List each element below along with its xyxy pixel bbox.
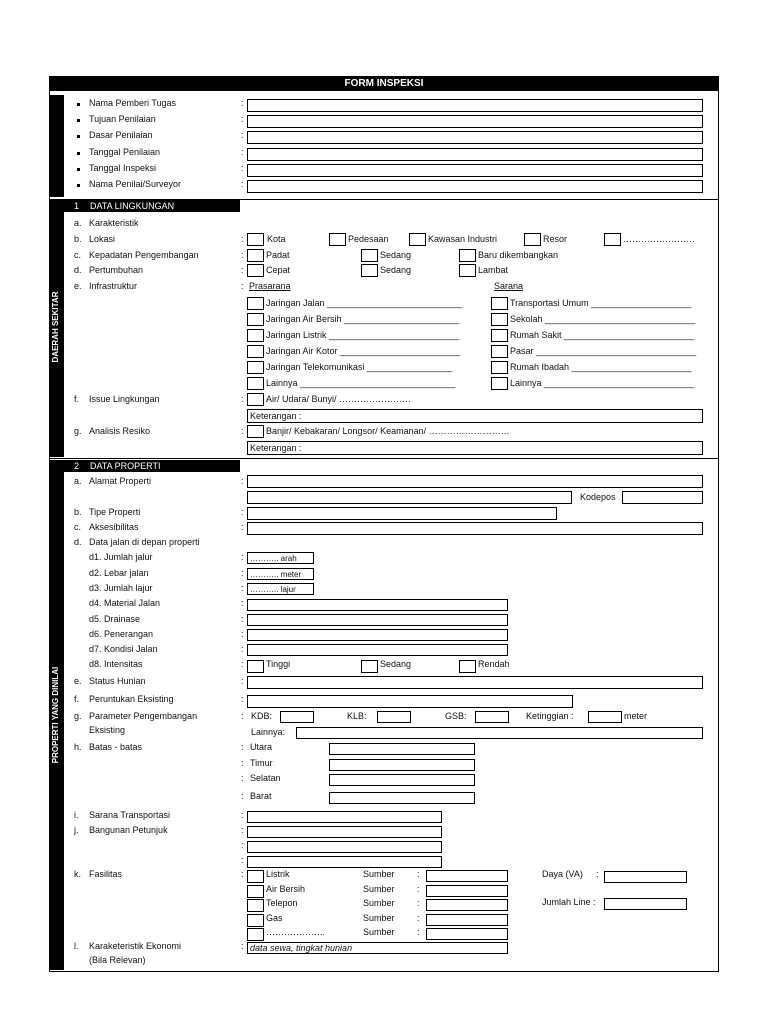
prasarana-checkbox[interactable]	[247, 329, 264, 342]
issue-options: Air/ Udara/ Bunyi/ ……………………	[266, 394, 412, 404]
kepadatan-padat-label: Padat	[266, 250, 290, 260]
s1-e-letter: e.	[74, 281, 82, 291]
colon: :	[241, 644, 244, 654]
colon: :	[241, 552, 244, 562]
bullet	[77, 184, 80, 187]
fasilitas-label: Listrik	[266, 869, 290, 879]
lokasi-resor-checkbox[interactable]	[524, 233, 541, 246]
sumber-field[interactable]	[426, 899, 508, 911]
fasilitas-label: ………………..	[266, 927, 326, 937]
s2-d-letter: d.	[74, 537, 82, 547]
bullet	[77, 103, 80, 106]
sarana-checkbox[interactable]	[491, 361, 508, 374]
s1-e-label: Infrastruktur	[89, 281, 138, 291]
aksesibilitas-field[interactable]	[247, 522, 703, 535]
kepadatan-padat-checkbox[interactable]	[247, 249, 264, 262]
s2-j-letter: j.	[74, 825, 79, 835]
s2-b-letter: b.	[74, 507, 82, 517]
s1-g-label: Analisis Resiko	[89, 426, 151, 436]
intensitas-sedang-label: Sedang	[380, 659, 412, 669]
colon: :	[241, 598, 244, 608]
lokasi-pedesaan-checkbox[interactable]	[329, 233, 346, 246]
pertumbuhan-sedang-checkbox[interactable]	[361, 264, 378, 277]
divider-2	[49, 458, 719, 459]
bangunan-petunjuk-field-1[interactable]	[247, 826, 442, 838]
prasarana-item: Jaringan Air Bersih _______________________	[266, 314, 460, 324]
ekonomi-field[interactable]	[247, 942, 508, 954]
d2-label: d2. Lebar jalan	[89, 568, 149, 578]
jumlah-line-field[interactable]	[604, 898, 687, 910]
jumlah-line-label: Jumlah Line :	[542, 897, 596, 907]
sarana-item: Pasar ________________________________	[510, 346, 697, 356]
daya-field[interactable]	[604, 871, 687, 883]
fasilitas-checkbox[interactable]	[247, 928, 264, 941]
d7-field[interactable]	[247, 644, 508, 656]
klb-label: KLB:	[347, 711, 367, 721]
intensitas-tinggi-label: Tinggi	[266, 659, 291, 669]
sarana-item: Transportasi Umum ____________________	[510, 298, 692, 308]
batas-field[interactable]	[329, 792, 475, 804]
form-title: FORM INSPEKSI	[49, 76, 719, 91]
colon: :	[241, 855, 244, 865]
sarana-item: Sekolah ______________________________	[510, 314, 696, 324]
issue-keterangan-field[interactable]	[247, 409, 703, 423]
s2-i-letter: i.	[74, 810, 79, 820]
d3-value: ……….. lajur	[250, 585, 296, 594]
pertumbuhan-lambat-label: Lambat	[478, 265, 509, 275]
sarana-transportasi-field[interactable]	[247, 811, 442, 823]
header-item-label: Tanggal Penilaian	[89, 146, 161, 157]
colon: :	[241, 825, 244, 835]
colon: :	[241, 522, 244, 532]
colon: :	[241, 162, 244, 173]
ketinggian-field[interactable]	[588, 711, 622, 723]
kodepos-field[interactable]	[622, 491, 703, 504]
daya-label: Daya (VA)	[542, 869, 583, 879]
sumber-label: Sumber	[363, 869, 395, 879]
colon: :	[241, 941, 244, 951]
d4-label: d4. Material Jalan	[89, 598, 161, 608]
lokasi-resor-label: Resor	[543, 234, 568, 244]
header-item-label: Tujuan Penilaian	[89, 114, 156, 125]
s1-b-letter: b.	[74, 234, 82, 244]
d5-label: d5. Drainase	[89, 614, 141, 624]
bullet	[77, 152, 80, 155]
bullet	[77, 135, 80, 138]
s1-d-letter: d.	[74, 265, 82, 275]
prasarana-item: Jaringan Listrik __________________________	[266, 330, 460, 340]
pertumbuhan-cepat-checkbox[interactable]	[247, 264, 264, 277]
lokasi-other-checkbox[interactable]	[604, 233, 621, 246]
d6-label: d6. Penerangan	[89, 629, 154, 639]
intensitas-sedang-checkbox[interactable]	[361, 660, 378, 673]
colon: :	[241, 130, 244, 141]
sumber-label: Sumber	[363, 927, 395, 937]
peruntukan-field[interactable]	[247, 695, 573, 708]
lokasi-kota-checkbox[interactable]	[247, 233, 264, 246]
section1-header	[64, 200, 240, 212]
colon: :	[241, 869, 244, 879]
colon: :	[241, 281, 244, 291]
s2-g-label2: Eksisting	[89, 725, 126, 735]
fasilitas-label: Air Bersih	[266, 883, 306, 894]
sarana-checkbox[interactable]	[491, 377, 508, 390]
s2-j-label: Bangunan Petunjuk	[89, 825, 168, 835]
kepadatan-sedang-label: Sedang	[380, 250, 412, 260]
lainnya-field[interactable]	[296, 727, 703, 739]
ekonomi-hint: data sewa, tingkat hunian	[250, 943, 353, 953]
colon: :	[241, 114, 244, 125]
header-item-label: Dasar Penilaian	[89, 130, 153, 141]
prasarana-item: Jaringan Jalan ___________________________	[266, 298, 463, 308]
side-label-daerah: DAERAH SEKITAR	[51, 291, 60, 363]
fasilitas-checkbox[interactable]	[247, 870, 264, 883]
colon: :	[241, 694, 244, 704]
d2-field[interactable]	[247, 568, 314, 580]
s2-g-label1: Parameter Pengembangan	[89, 711, 198, 721]
s1-c-label: Kepadatan Pengembangan	[89, 250, 199, 260]
colon: :	[241, 179, 244, 189]
colon: :	[241, 394, 244, 404]
prasarana-checkbox[interactable]	[247, 377, 264, 390]
kdb-label: KDB:	[251, 711, 273, 721]
d5-field[interactable]	[247, 614, 508, 626]
kepadatan-baru-label: Baru dikembangkan	[478, 250, 559, 260]
sarana-heading: Sarana	[494, 281, 524, 291]
colon: :	[417, 927, 420, 937]
header-item-label: Tanggal Inspeksi	[89, 162, 157, 173]
s1-d-label: Pertumbuhan	[89, 265, 144, 275]
sarana-item: Rumah Ibadah ________________________	[510, 362, 692, 372]
bullet	[77, 168, 80, 171]
resiko-checkbox[interactable]	[247, 425, 264, 438]
batas-label: Utara	[250, 742, 273, 752]
side-bar-header	[49, 95, 64, 197]
sumber-field[interactable]	[426, 885, 508, 897]
s2-a-letter: a.	[74, 476, 82, 486]
alamat-field[interactable]	[247, 475, 703, 488]
s1-b-label: Lokasi	[89, 234, 116, 244]
s2-e-letter: e.	[74, 676, 82, 686]
bullet	[77, 119, 80, 122]
colon: :	[241, 507, 244, 517]
colon: :	[417, 869, 420, 879]
s2-c-letter: c.	[74, 522, 82, 532]
d2-value: ……….. meter	[250, 570, 302, 579]
prasarana-item: Lainnya _______________________________	[266, 378, 456, 388]
sarana-checkbox[interactable]	[491, 329, 508, 342]
colon: :	[241, 773, 244, 783]
intensitas-rendah-checkbox[interactable]	[459, 660, 476, 673]
resiko-keterangan-label: Keterangan :	[250, 443, 302, 453]
section2-header	[64, 460, 240, 472]
colon: :	[241, 840, 244, 850]
colon: :	[241, 742, 244, 752]
fasilitas-label: Gas	[266, 912, 283, 923]
s2-f-label: Peruntukan Eksisting	[89, 694, 174, 704]
s1-f-label: Issue Lingkungan	[89, 394, 160, 404]
meter-label: meter	[624, 711, 648, 721]
kodepos-label: Kodepos	[580, 492, 616, 502]
lokasi-industri-label: Kawasan Industri	[428, 234, 498, 244]
s1-f-letter: f.	[74, 394, 80, 404]
fasilitas-checkbox[interactable]	[247, 899, 264, 912]
s1-g-letter: g.	[74, 426, 82, 436]
lokasi-kota-label: Kota	[267, 234, 286, 244]
colon: :	[241, 476, 244, 486]
sumber-field[interactable]	[426, 870, 508, 882]
s2-f-letter: f.	[74, 694, 80, 704]
sumber-label: Sumber	[363, 912, 395, 923]
section2-num: 2	[74, 461, 80, 471]
colon: :	[417, 883, 420, 894]
batas-field[interactable]	[329, 774, 475, 786]
s2-g-letter: g.	[74, 711, 82, 721]
kdb-field[interactable]	[280, 711, 314, 723]
batas-label: Barat	[250, 791, 272, 801]
s2-c-label: Aksesibilitas	[89, 522, 139, 532]
resiko-options: Banjir/ Kebakaran/ Longsor/ Keamanan/ ………………………	[266, 426, 510, 436]
d6-field[interactable]	[247, 629, 508, 641]
colon: :	[241, 810, 244, 820]
fasilitas-label: Telepon	[266, 898, 298, 908]
header-item-field[interactable]	[247, 148, 703, 161]
resiko-keterangan-field[interactable]	[247, 441, 703, 455]
header-item-field[interactable]	[247, 164, 703, 177]
sarana-item: Lainnya ______________________________	[510, 378, 695, 388]
pertumbuhan-sedang-label: Sedang	[380, 265, 412, 275]
colon: :	[417, 912, 420, 923]
colon: :	[241, 250, 244, 260]
colon: :	[241, 98, 244, 108]
header-item-field[interactable]	[247, 131, 703, 144]
s2-h-letter: h.	[74, 742, 82, 752]
d4-field[interactable]	[247, 599, 508, 611]
d1-value: ……….. arah	[250, 554, 297, 563]
sarana-checkbox[interactable]	[491, 345, 508, 358]
pertumbuhan-lambat-checkbox[interactable]	[459, 264, 476, 277]
colon: :	[241, 234, 244, 244]
s2-k-label: Fasilitas	[89, 869, 123, 879]
s2-b-label: Tipe Properti	[89, 507, 141, 517]
prasarana-item: Jaringan Telekomunikasi _________________	[266, 362, 452, 372]
colon: :	[241, 583, 244, 593]
gsb-label: GSB:	[445, 711, 467, 721]
status-hunian-field[interactable]	[247, 676, 703, 689]
d1-label: d1. Jumlah jalur	[89, 552, 153, 562]
bangunan-petunjuk-field-2[interactable]	[247, 841, 442, 853]
sarana-checkbox[interactable]	[491, 297, 508, 310]
tipe-properti-field[interactable]	[247, 507, 557, 520]
s2-d-label: Data jalan di depan properti	[89, 537, 200, 547]
d7-label: d7. Kondisi Jalan	[89, 644, 158, 654]
s2-l-letter: l.	[74, 941, 79, 951]
colon: :	[241, 676, 244, 686]
lokasi-industri-checkbox[interactable]	[409, 233, 426, 246]
d3-field[interactable]	[247, 583, 314, 595]
prasarana-checkbox[interactable]	[247, 313, 264, 326]
s2-i-label: Sarana Transportasi	[89, 810, 171, 820]
frame-right	[718, 91, 719, 972]
header-item-field[interactable]	[247, 180, 703, 193]
pertumbuhan-cepat-label: Cepat	[266, 265, 291, 275]
klb-field[interactable]	[377, 711, 411, 723]
section1-num: 1	[74, 201, 80, 211]
d1-field[interactable]	[247, 552, 314, 564]
sumber-field[interactable]	[426, 914, 508, 926]
colon: :	[241, 614, 244, 624]
issue-checkbox[interactable]	[247, 393, 264, 406]
section2-title: DATA PROPERTI	[90, 461, 161, 471]
colon: :	[596, 869, 599, 879]
colon: :	[417, 898, 420, 908]
s2-k-letter: k.	[74, 869, 82, 879]
colon: :	[241, 426, 244, 436]
ketinggian-label: Ketinggian :	[526, 711, 574, 721]
s2-e-label: Status Hunian	[89, 676, 146, 686]
prasarana-item: Jaringan Air Kotor ________________________	[266, 346, 461, 356]
d3-label: d3. Jumlah lajur	[89, 583, 153, 593]
batas-field[interactable]	[329, 743, 475, 755]
frame-bottom	[49, 971, 719, 972]
kepadatan-sedang-checkbox[interactable]	[361, 249, 378, 262]
intensitas-rendah-label: Rendah	[478, 659, 510, 669]
colon: :	[241, 758, 244, 768]
colon: :	[241, 568, 244, 578]
s2-l-label1: Karaketeristik Ekonomi	[89, 941, 182, 951]
lokasi-other-label: ……………………	[623, 234, 695, 244]
colon: :	[241, 711, 244, 721]
batas-label: Selatan	[250, 773, 281, 783]
header-item-label: Nama Pemberi Tugas	[89, 98, 177, 108]
kepadatan-baru-checkbox[interactable]	[459, 249, 476, 262]
intensitas-tinggi-checkbox[interactable]	[247, 660, 264, 673]
colon: :	[241, 791, 244, 801]
colon: :	[241, 629, 244, 639]
prasarana-checkbox[interactable]	[247, 345, 264, 358]
d8-label: d8. Intensitas	[89, 659, 143, 669]
sarana-checkbox[interactable]	[491, 313, 508, 326]
gsb-field[interactable]	[475, 711, 509, 723]
header-item-label: Nama Penilai/Surveyor	[89, 179, 182, 189]
batas-label: Timur	[250, 758, 273, 768]
s2-l-label2: (Bila Relevan)	[89, 955, 146, 965]
header-item-field[interactable]	[247, 115, 703, 128]
s2-a-label: Alamat Properti	[89, 476, 152, 486]
colon: :	[241, 659, 244, 669]
side-label-properti: PROPERTI YANG DINILAI	[51, 666, 60, 764]
fasilitas-checkbox[interactable]	[247, 885, 264, 898]
lokasi-pedesaan-label: Pedesaan	[348, 234, 389, 244]
sarana-item: Rumah Sakit __________________________	[510, 330, 695, 340]
s2-h-label: Batas - batas	[89, 742, 143, 752]
s1-a-letter: a.	[74, 218, 82, 228]
s1-a-label: Karakteristik	[89, 218, 139, 228]
header-item-field[interactable]	[247, 99, 703, 112]
fasilitas-checkbox[interactable]	[247, 914, 264, 927]
prasarana-checkbox[interactable]	[247, 297, 264, 310]
bangunan-petunjuk-field-3[interactable]	[247, 856, 442, 868]
issue-keterangan-label: Keterangan :	[250, 411, 302, 421]
s1-c-letter: c.	[74, 250, 82, 260]
sumber-field[interactable]	[426, 928, 508, 940]
alamat-field-2[interactable]	[247, 491, 572, 504]
sumber-label: Sumber	[363, 883, 395, 894]
lainnya-label: Lainnya:	[251, 727, 286, 737]
colon: :	[241, 265, 244, 275]
prasarana-checkbox[interactable]	[247, 361, 264, 374]
prasarana-heading: Prasarana	[249, 281, 291, 291]
section1-title: DATA LINGKUNGAN	[90, 201, 175, 211]
sumber-label: Sumber	[363, 898, 395, 908]
batas-field[interactable]	[329, 759, 475, 771]
colon: :	[241, 146, 244, 157]
